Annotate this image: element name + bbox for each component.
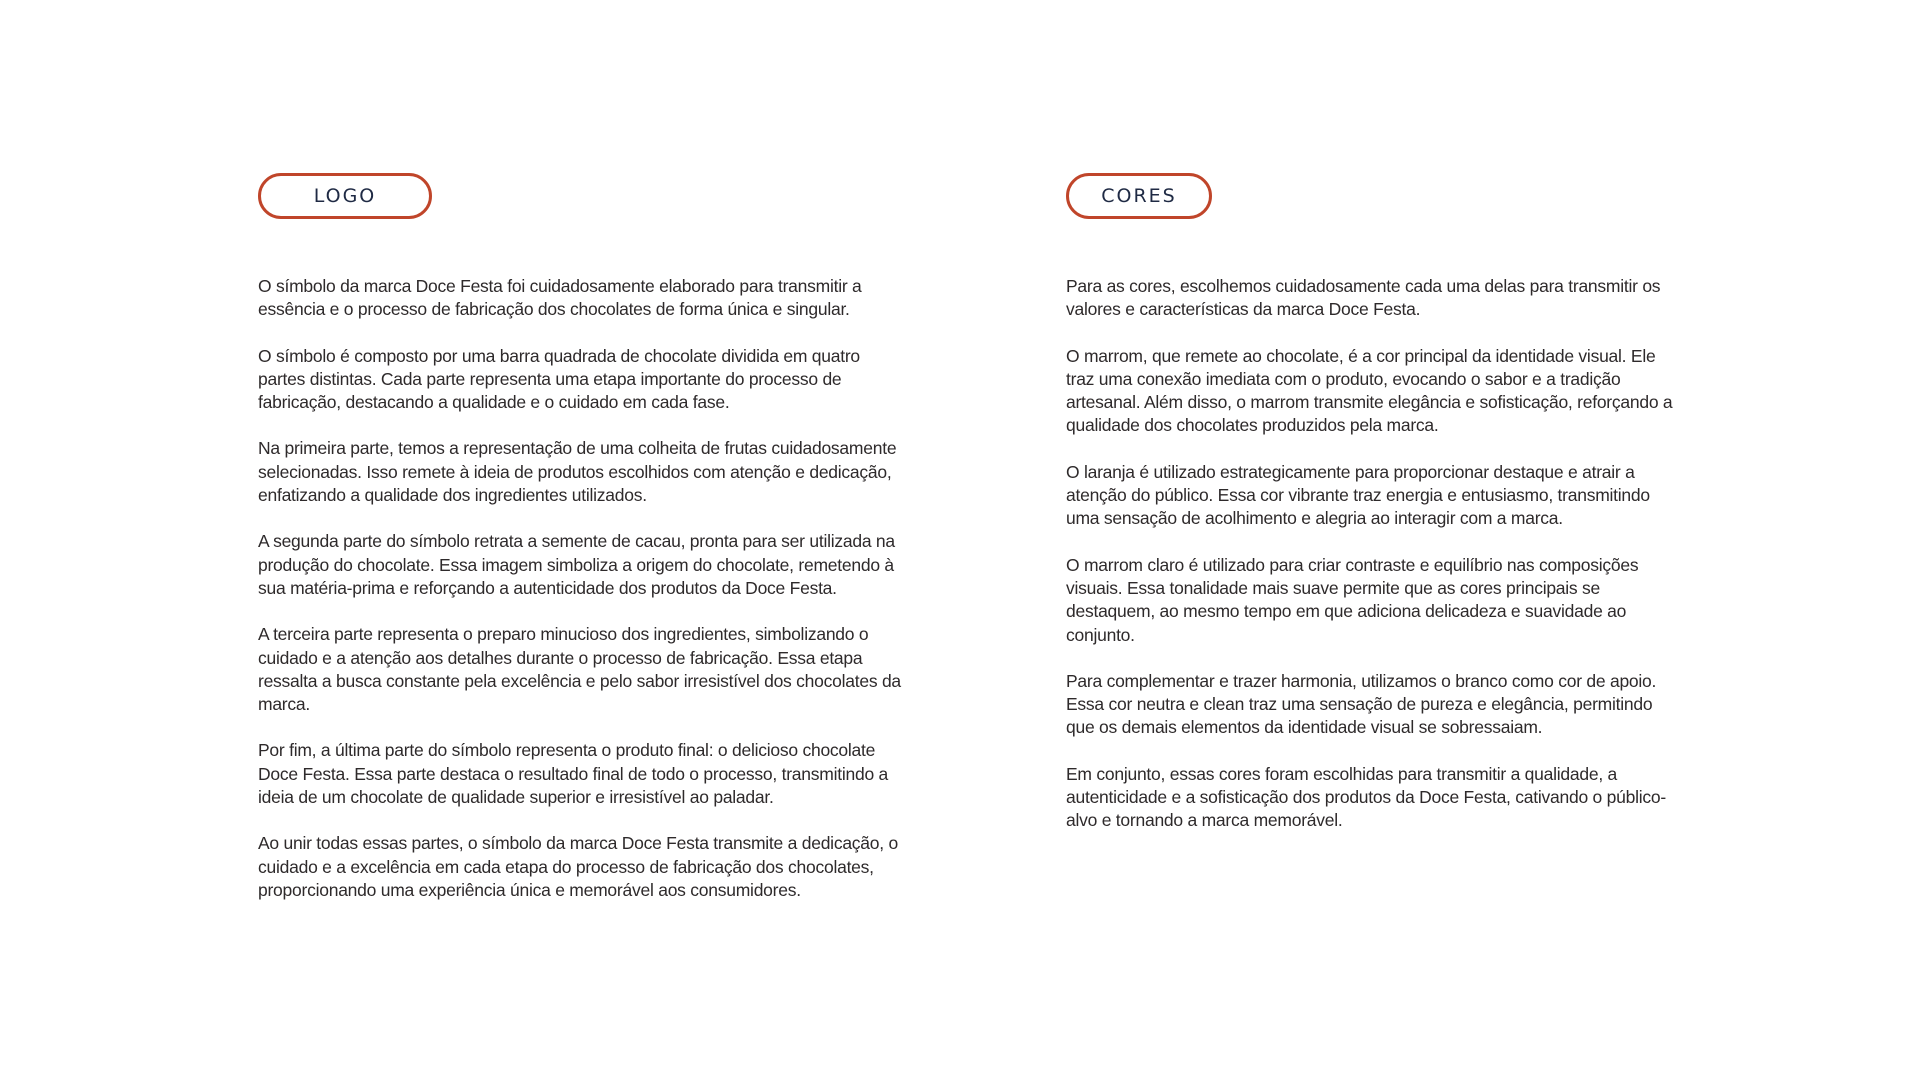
cores-paragraph: O marrom, que remete ao chocolate, é a cor principal da identidade visual. Ele traz uma conexão imediata com o produto, evocando o sabor e a tradição artesanal. Além disso, o marrom transmite elegância e sofisticação, reforçando a qualidade dos chocolates produzidos pela marca. — [1066, 345, 1673, 436]
logo-paragraph: O símbolo da marca Doce Festa foi cuidadosamente elaborado para transmitir a essência e o processo de fabricação dos chocolates de forma única e singular. — [258, 276, 862, 320]
logo-paragraph: A terceira parte representa o preparo minucioso dos ingredientes, simbolizando o cuidado e a atenção aos detalhes durante o processo de fabricação. Essa etapa ressalta a busca constante pela excelência e pelo sabor irresistível dos chocolates da marca. — [258, 624, 901, 715]
cores-paragraph: Para complementar e trazer harmonia, utilizamos o branco como cor de apoio. Essa cor neutra e clean traz uma sensação de pureza e elegância, permitindo que os demais elementos da identidade visual se sobressaiam. — [1066, 670, 1657, 738]
cores-section — [1066, 173, 1676, 856]
cores-section-text — [1066, 275, 1676, 833]
logo-section-label: LOGO — [258, 173, 432, 219]
cores-paragraph: Para as cores, escolhemos cuidadosamente cada uma delas para transmitir os valores e características da marca Doce Festa. — [1066, 276, 1661, 320]
logo-paragraph: Por fim, a última parte do símbolo representa o produto final: o delicioso chocolate Doce Festa. Essa parte destaca o resultado final de todo o processo, transmitindo a ideia de um chocolate de qualidade superior e irresistível ao paladar. — [258, 740, 889, 808]
cores-paragraph: Em conjunto, essas cores foram escolhidas para transmitir a qualidade, a autenticidade e a sofisticação dos produtos da Doce Festa, cativando o público-alvo e tornando a marca memorável. — [1066, 763, 1666, 831]
logo-paragraph: O símbolo é composto por uma barra quadrada de chocolate dividida em quatro partes distintas. Cada parte representa uma etapa importante do processo de fabricação, destacando a qualidade e o cuidado em cada fase. — [258, 345, 860, 413]
logo-section — [258, 173, 908, 925]
logo-section-text — [258, 275, 908, 902]
logo-paragraph: Na primeira parte, temos a representação de uma colheita de frutas cuidadosamente selecionadas. Isso remete à ideia de produtos escolhidos com atenção e dedicação, enfatizando a qualidade dos ingredientes utilizados. — [258, 438, 897, 506]
cores-paragraph: O laranja é utilizado estrategicamente para proporcionar destaque e atrair a atenção do público. Essa cor vibrante traz energia e entusiasmo, transmitindo uma sensação de acolhimento e alegria ao interagir com a marca. — [1066, 461, 1650, 529]
logo-paragraph: Ao unir todas essas partes, o símbolo da marca Doce Festa transmite a dedicação, o cuidado e a excelência em cada etapa do processo de fabricação dos chocolates, proporcionando uma experiência única e memorável aos consumidores. — [258, 833, 898, 900]
logo-paragraph: A segunda parte do símbolo retrata a semente de cacau, pronta para ser utilizada na produção do chocolate. Essa imagem simboliza a origem do chocolate, remetendo à sua matéria-prima e reforçando a autenticidade dos produtos da Doce Festa. — [258, 531, 895, 598]
cores-paragraph: O marrom claro é utilizado para criar contraste e equilíbrio nas composições visuais. Essa tonalidade mais suave permite que as cores principais se destaquem, ao mesmo tempo em que adiciona delicadeza e suavidade ao conjunto. — [1066, 554, 1639, 645]
cores-section-label: CORES — [1066, 173, 1212, 219]
